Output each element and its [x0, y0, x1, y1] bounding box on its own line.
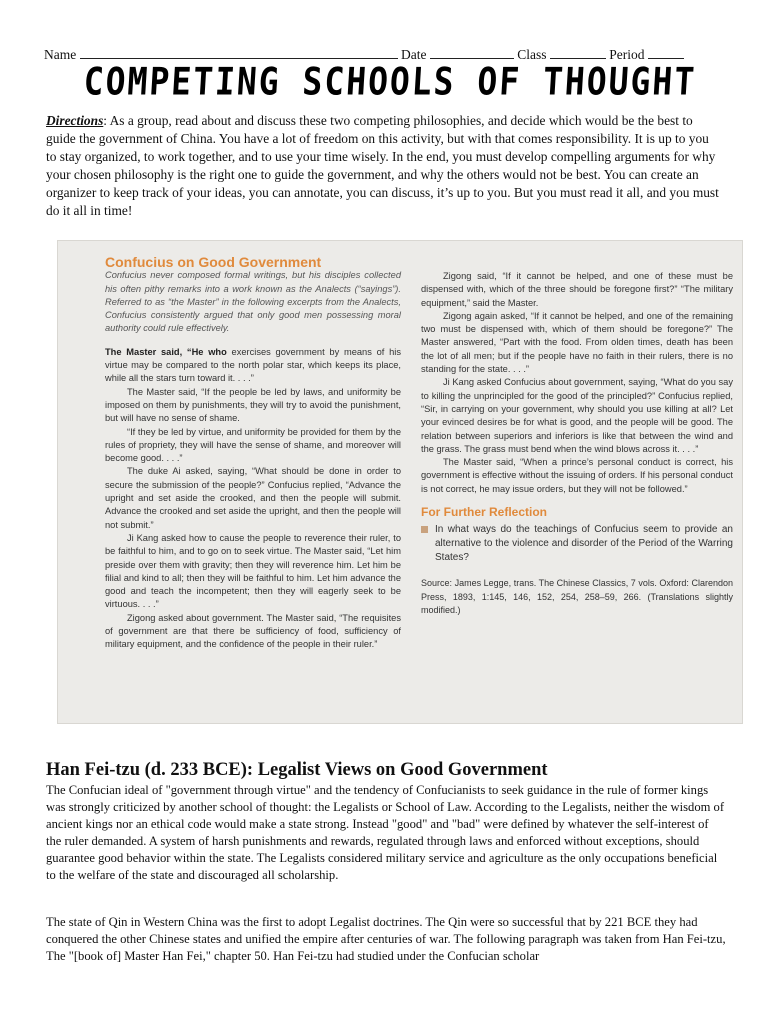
square-bullet-icon — [421, 526, 428, 533]
directions-label: Directions — [46, 113, 104, 128]
excerpt-paragraph: The Master said, “If the people be led by laws, and uniformity be imposed on them by punishments, they will try to avoid the punishment, but will have no sense of shame. — [105, 386, 401, 424]
name-blank[interactable] — [80, 46, 398, 59]
excerpt-source: Source: James Legge, trans. The Chinese Classics, 7 vols. Oxford: Clarendon Press, 1893, 1:145, 146, 152, 254, 258–59, 266. (Translations slightly modified.) — [421, 578, 733, 615]
han-fei-heading: Han Fei-tzu (d. 233 BCE): Legalist Views on Good Government — [46, 760, 548, 780]
han-fei-paragraph-2: The state of Qin in Western China was the first to adopt Legalist doctrines. The Qin were so successful that by 221 BCE they had conquered the other Chinese states and unified the empire after centuries of war. The following paragraph was taken from Han Fei-tzu, The "[book of] Master Han Fei," chapter 50. Han Fei-tzu had studied under the Confucian scholar — [46, 915, 726, 963]
directions-text: : As a group, read about and discuss these two competing philosophies, and decide which would be the best to guide the government of China. You have a lot of freedom on this activity, but with that comes responsibility. It is up to you to stay organized, to work together, and to use your time wisely. In the end, you must develop compelling arguments for why your chosen philosophy is the right one to guide the government, and why the others would not be best. You can create an organizer to keep track of your ideas, you can annotate, you can discuss, it’s up to you. But you must read it all, and you must do it all in time! — [46, 113, 719, 218]
worksheet-title: COMPETING SCHOOLS OF THOUGHT — [82, 59, 698, 104]
reflection-question-text: In what ways do the teachings of Confucius seem to provide an alternative to the violence and disorder of the Period of the Warring States? — [435, 524, 733, 564]
excerpt-paragraph: Zigong asked about government. The Master said, “The requisites of government are that there be sufficiency of food, sufficiency of military equipment, and the confidence of the people in their ruler.” — [105, 612, 401, 650]
excerpt-intro: Confucius never composed formal writings, but his disciples collected his often pithy remarks into a work known as the Analects (“sayings”). Referred to as “the Master” in the following excerpts from the Analects, Confucius consistently argued that only good men possessing moral authority could rule effectively. — [105, 270, 401, 334]
excerpt-paragraph: The duke Ai asked, saying, “What should be done in order to secure the submission of the people?” Confucius replied, “Advance the upright and set aside the crooked, and then the people will submit. Advance the crooked and set aside the upright, and then the people will not submit.” — [105, 466, 401, 530]
date-blank[interactable] — [430, 46, 514, 59]
excerpt-paragraph: Zigong said, “If it cannot be helped, and one of these must be dispensed with, which of the three should be foregone first?” “The military equipment,” said the Master. — [421, 271, 733, 308]
excerpt-paragraph — [105, 346, 401, 386]
excerpt-right-column — [421, 270, 733, 617]
class-blank[interactable] — [550, 46, 606, 59]
excerpt-paragraph: Zigong again asked, “If it cannot be helped, and one of the remaining two must be dispensed with, which of them should be foregone?” The Master answered, “Part with the food. From olden times, death has been the lot of all men; but if the people have no faith in their rulers, there is no standing for the state. . . .” — [421, 310, 733, 375]
excerpt-lead-in: The Master said, “He who — [105, 346, 227, 357]
reflection-title: For Further Reflection — [421, 505, 548, 520]
name-label: Name — [44, 47, 77, 62]
class-label: Class — [517, 47, 547, 62]
date-label: Date — [400, 47, 427, 62]
confucius-excerpt-image — [57, 240, 743, 724]
excerpt-paragraph: Ji Kang asked Confucius about government, saying, “What do you say to killing the unprincipled for the good of the principled?” Confucius replied, “Sir, in carrying on your government, why should you use killing at all? Let your evinced desires be for what is good, and the people will be good. The relation between superiors and inferiors is like that between the wind and the grass. The grass must bend when the wind blows across it. . . .” — [421, 377, 733, 454]
excerpt-paragraph: “If they be led by virtue, and uniformity be provided for them by the rules of propriety, they will have the sense of shame, and moreover will become good. . . .” — [105, 426, 401, 464]
reflection-question — [421, 523, 733, 565]
excerpt-paragraph: The Master said, “When a prince’s personal conduct is correct, his government is effective without the issuing of orders. If his personal conduct is not correct, he may issue orders, but they will not be followed.” — [421, 457, 733, 494]
excerpt-left-column — [105, 256, 401, 652]
excerpt-title: Confucius on Good Government — [105, 254, 322, 270]
excerpt-paragraph: Ji Kang asked how to cause the people to reverence their ruler, to be faithful to him, and to go on to seek virtue. The Master said, “Let him preside over them with gravity; then they will reverence him. Let him be filial and kind to all; then they will be faithful to him. Let him advance the good and teach the incompetent; then they will eagerly seek to be virtuous. . . .” — [105, 532, 401, 610]
han-fei-paragraph-1: The Confucian ideal of "government through virtue" and the tendency of Confucianists to seek guidance in the rule of former kings was strongly criticized by another school of thought: the Legalists or School of Law. According to the Legalists, neither the wisdom of ancient kings nor an ethical code would make a state strong. Instead "good" and "bad" were defined by whatever the self-interest of the ruler demanded. A system of harsh punishments and rewards, regulated through laws and enforced without exceptions, should guarantee good behavior within the state. The Legalists considered military service and agriculture as the only occupations beneficial to the welfare of the state and discouraged all scholarship. — [46, 783, 725, 882]
period-blank[interactable] — [648, 46, 684, 59]
excerpt-text: exercises government by means of his virtue may be compared to the north polar star, which keeps its place, while all the stars turn toward it. . . .” — [105, 346, 401, 384]
directions-paragraph — [46, 112, 722, 220]
period-label: Period — [609, 47, 645, 62]
